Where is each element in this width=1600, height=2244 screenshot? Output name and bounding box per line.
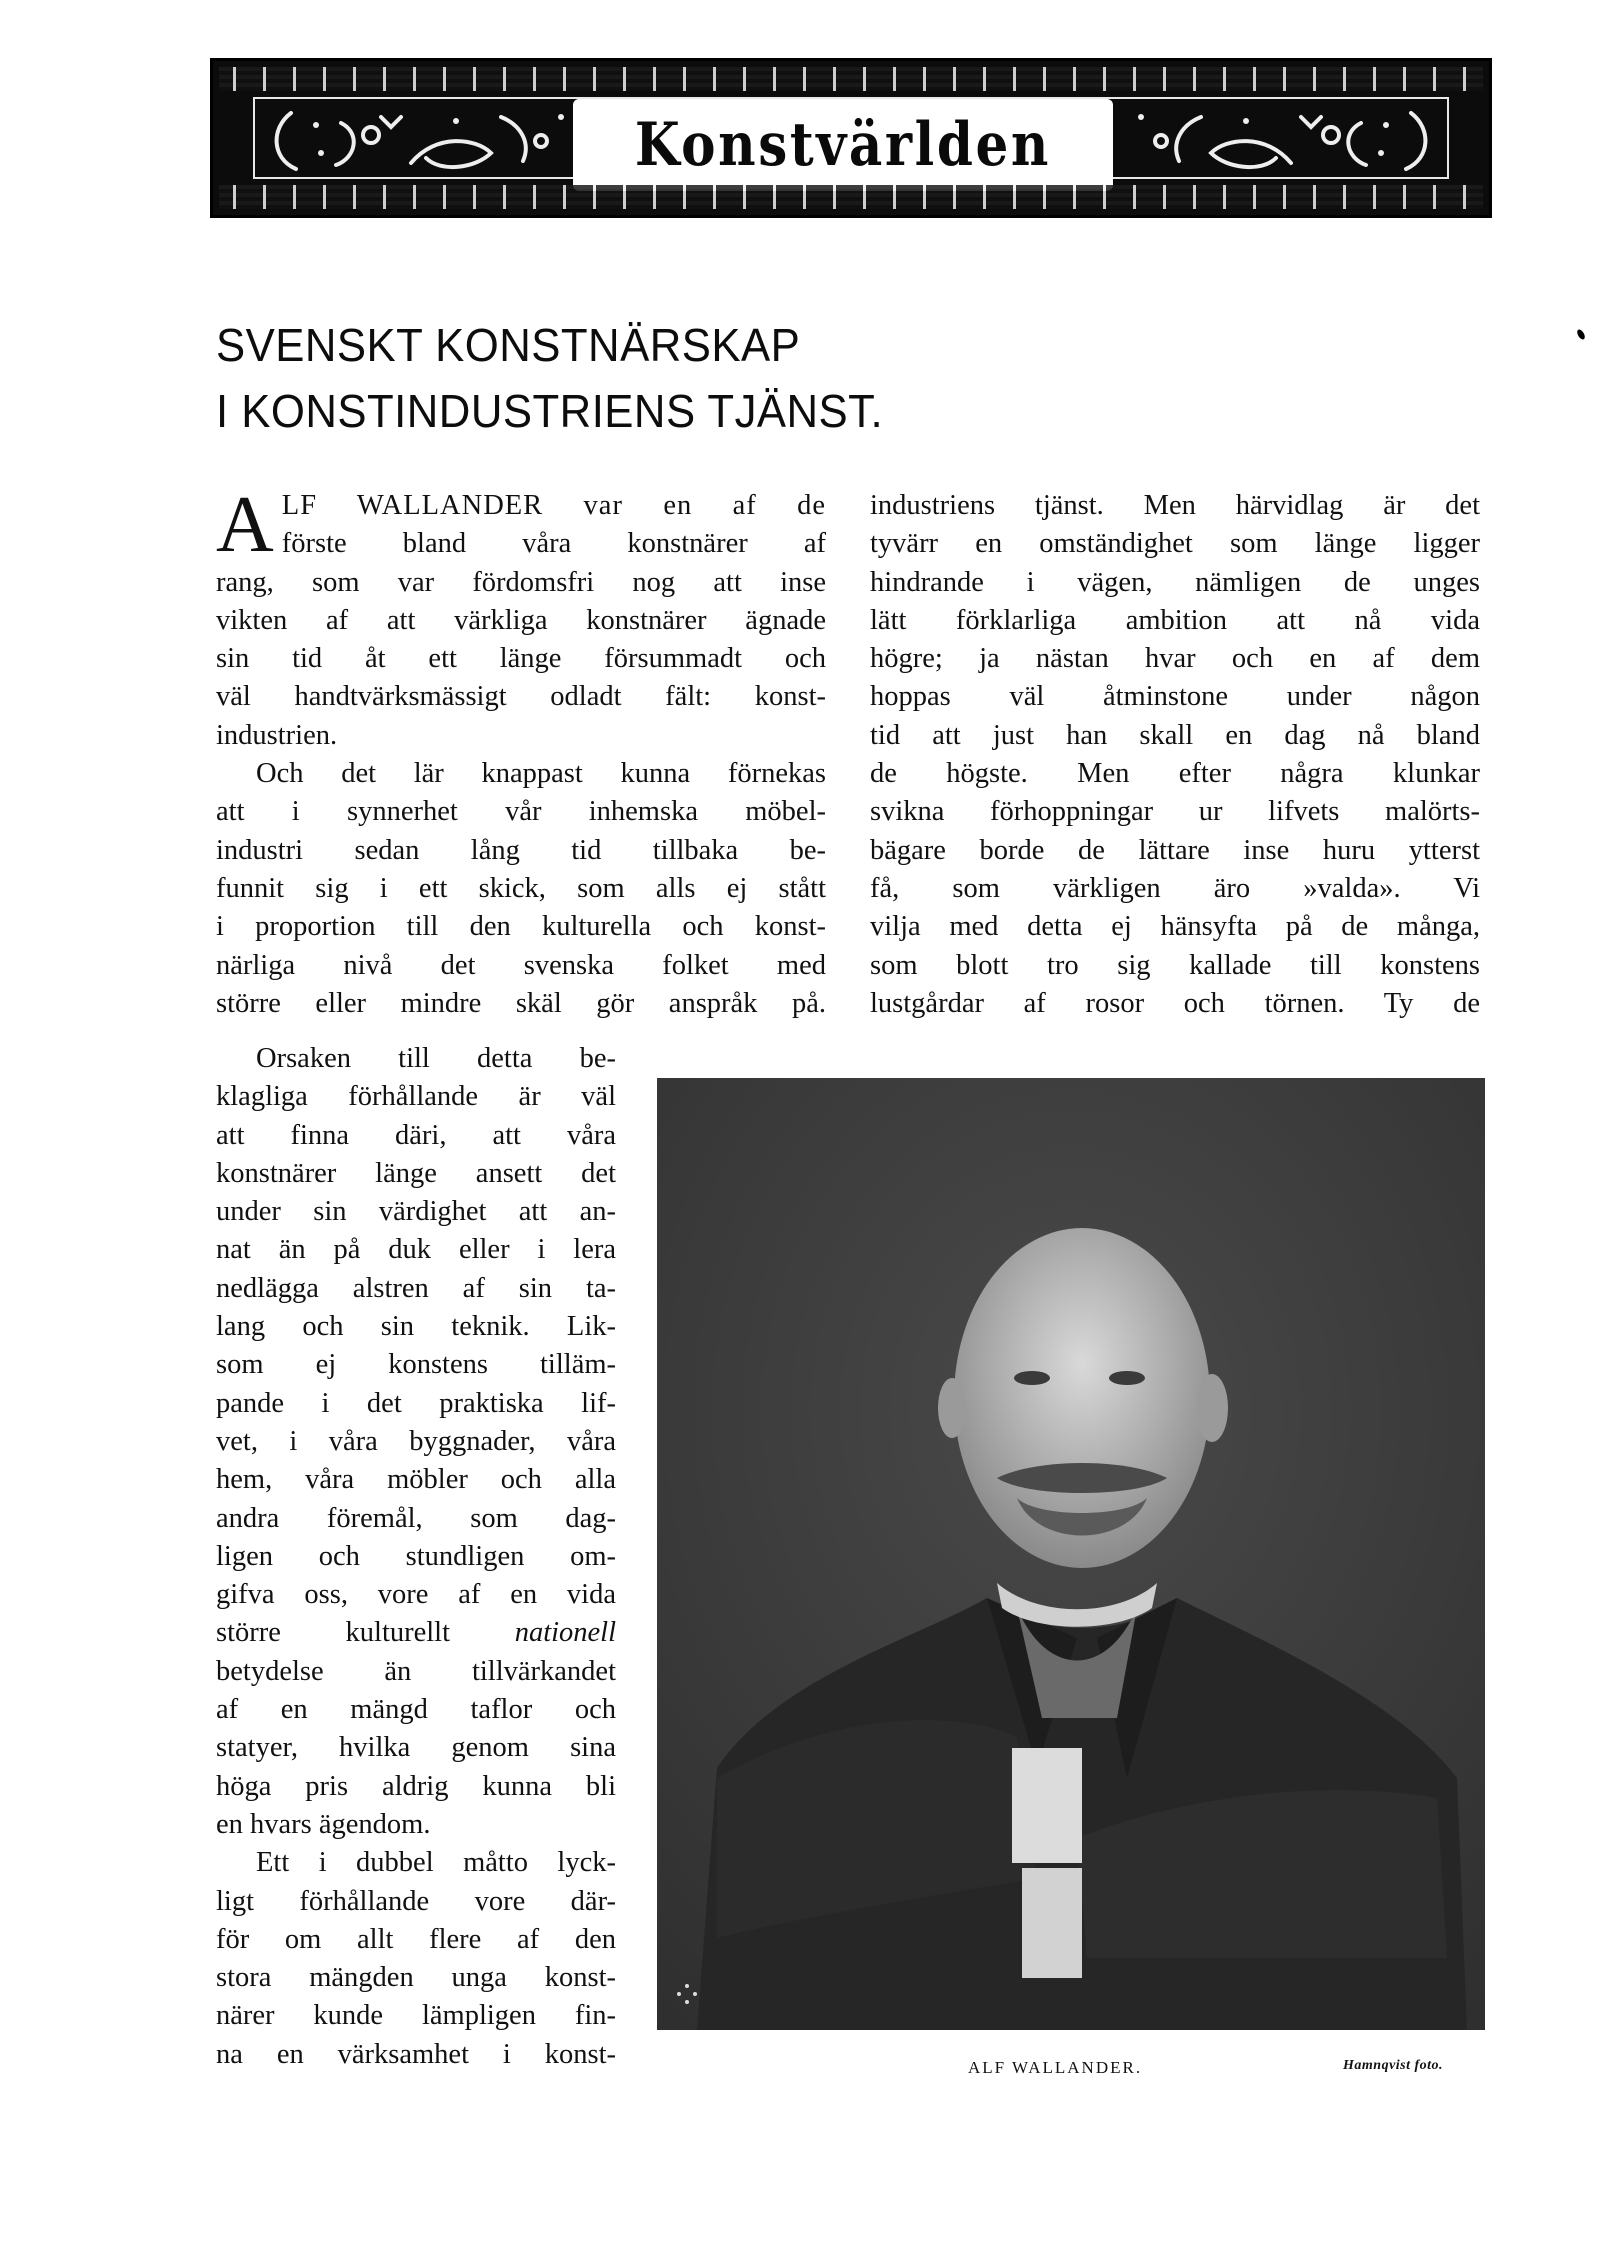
masthead-title-plate	[573, 99, 1113, 191]
text-line: att finna däri, att våra	[216, 1119, 616, 1151]
text-line: nat än på duk eller i lera	[216, 1234, 616, 1266]
text-line: större eller mindre skäl gör anspråk på.	[216, 987, 826, 1019]
text-line: vikten af att värkliga konstnärer ägnade	[216, 604, 826, 636]
article-headline	[216, 312, 883, 444]
figure-caption: ALF WALLANDER.	[968, 2058, 1143, 2077]
article-column-right	[870, 487, 1480, 1023]
text-line: en hvars ägendom.	[216, 1808, 431, 1840]
text-line: industrien.	[216, 719, 338, 751]
text-line: högre; ja nästan hvar och en af dem	[870, 643, 1480, 675]
masthead-banner	[210, 58, 1492, 218]
text-line: konstnärer länge ansett det	[216, 1157, 616, 1189]
text-line: hindrande i vägen, nämligen de unges	[870, 566, 1480, 598]
text-line: LF WALLANDER var en af de	[281, 490, 826, 521]
text-line: lustgårdar af rosor och törnen. Ty de	[870, 987, 1480, 1019]
text-line: Orsaken till detta be-	[256, 1043, 616, 1074]
italic-emphasis: nationell	[514, 1617, 617, 1649]
text-line: nedlägga alstren af sin ta-	[216, 1272, 616, 1304]
text-line: funnit sig i ett skick, som alls ej stått	[216, 872, 826, 904]
text-line: sin tid åt ett länge försummadt och	[216, 643, 826, 675]
article-column-left-top	[216, 481, 826, 1023]
text-line-with-italic	[216, 1614, 616, 1652]
text-line: lätt förklarliga ambition att nå vida	[870, 604, 1480, 636]
text-line: svikna förhoppningar ur lifvets malörts-	[870, 796, 1480, 828]
portrait-photograph	[657, 1078, 1485, 2030]
text-line: de högste. Men efter några klunkar	[870, 758, 1480, 790]
text-line: andra föremål, som dag-	[216, 1502, 616, 1534]
text-line: hem, våra möbler och alla	[216, 1464, 616, 1496]
article-column-left-narrow	[216, 1040, 616, 2074]
text-fragment: större kulturellt	[216, 1617, 451, 1649]
text-line: för om allt flere af den	[216, 1923, 616, 1955]
text-line: betydelse än tillvärkandet	[216, 1655, 616, 1687]
floral-ornament-left-icon	[261, 103, 571, 179]
text-line: få, som värkligen äro »valda». Vi	[870, 872, 1480, 904]
text-line: som blott tro sig kallade till konstens	[870, 949, 1480, 981]
text-line: stora mängden unga konst-	[216, 1962, 616, 1994]
text-line: industri sedan lång tid tillbaka be-	[216, 834, 826, 866]
text-line: höga pris aldrig kunna bli	[216, 1770, 616, 1802]
text-line: vet, i våra byggnader, våra	[216, 1425, 616, 1457]
text-line: att i synnerhet vår inhemska möbel-	[216, 796, 826, 828]
text-line: pande i det praktiska lif-	[216, 1387, 616, 1419]
ornament-border-bottom	[219, 185, 1483, 209]
text-line: som ej konstens tilläm-	[216, 1349, 616, 1381]
text-line: väl handtvärksmässigt odladt fält: konst-	[216, 681, 826, 713]
text-line: Och det lär knappast kunna förnekas	[256, 758, 826, 790]
ornament-border-top	[219, 67, 1483, 91]
text-line: industriens tjänst. Men härvidlag är det	[870, 490, 1480, 521]
text-line: na en värksamhet i konst-	[216, 2038, 616, 2070]
text-line: tyvärr en omständighet som länge ligger	[870, 528, 1480, 560]
text-line: gifva oss, vore af en vida	[216, 1579, 616, 1611]
text-line: rang, som var fördomsfri nog att inse	[216, 566, 826, 598]
text-line: lang och sin teknik. Lik-	[216, 1311, 616, 1343]
text-line: ligen och stundligen om-	[216, 1540, 616, 1572]
text-line: närliga nivå det svenska folket med	[216, 949, 826, 981]
text-line: vilja med detta ej hänsyfta på de många,	[870, 911, 1480, 943]
portrait-image	[657, 1078, 1485, 2030]
text-line: närer kunde lämpligen fin-	[216, 2000, 616, 2032]
floral-ornament-right-icon	[1131, 103, 1441, 179]
print-speck	[1576, 328, 1587, 341]
text-line: bägare borde de lättare inse huru ytterst	[870, 834, 1480, 866]
text-line: hoppas väl åtminstone under någon	[870, 681, 1480, 713]
text-line: i proportion till den kulturella och konst-	[216, 911, 826, 943]
headline-line: I KONSTINDUSTRIENS TJÄNST.	[216, 385, 884, 437]
text-line: förste bland våra konstnärer af	[281, 528, 826, 560]
text-line: under sin värdighet att an-	[216, 1196, 616, 1228]
text-line: af en mängd taflor och	[216, 1694, 616, 1726]
text-line: ligt förhållande vore där-	[216, 1885, 616, 1917]
text-line: statyer, hvilka genom sina	[216, 1732, 616, 1764]
photo-credit: Hamnqvist foto.	[1343, 2058, 1444, 2073]
text-line: klagliga förhållande är väl	[216, 1081, 616, 1113]
publication-title: Konstvärlden	[634, 110, 1052, 180]
text-line: tid att just han skall en dag nå bland	[870, 719, 1480, 751]
text-line: Ett i dubbel måtto lyck-	[256, 1847, 616, 1879]
drop-cap: A	[216, 481, 274, 569]
headline-line: SVENSKT KONSTNÄRSKAP	[216, 319, 801, 371]
